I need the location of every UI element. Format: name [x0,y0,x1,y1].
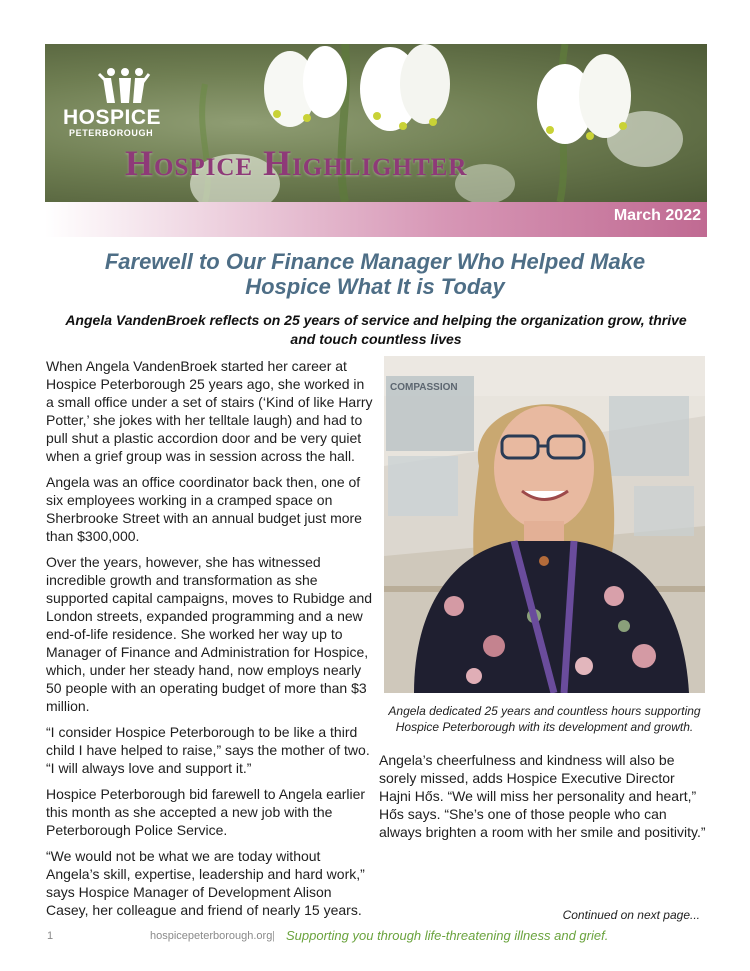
issue-date: March 2022 [613,207,701,224]
website-link[interactable]: hospicepeterborough.org [150,930,273,942]
article-paragraph: “We would not be what we are today without Angela’s skill, expertise, leadership and hard work,” says Hospice Manager of Development Alison Casey, her colleague and friend of nearly 15 years. [46,848,365,918]
angela-portrait-photo [384,356,705,693]
article-subhead [50,311,702,349]
article-paragraph: Over the years, however, she has witnessed incredible growth and transformation as she supported capital campaigns, moves to Rubidge and London streets, expanded programming and a new end-of-life residence. She worked her way up to Manager of Finance and Administration for Hospice, which, under her steady hand, now employs nearly 50 people with an operating budget of more than $3 million. [46,554,373,714]
date-band [45,202,707,237]
article-paragraph: Hospice Peterborough bid farewell to Angela earlier this month as she accepted a new job with the Peterborough Police Service. [46,786,366,838]
portrait-image [384,356,705,693]
footer-separator: | [272,930,275,942]
continued-note: Continued on next page... [562,908,700,922]
footer-tagline: Supporting you through life-threatening illness and grief. [286,928,609,943]
caption-line: Hospice Peterborough with its development and growth. [395,720,694,734]
newsletter-title: Hospice Highlighter [125,143,468,183]
headline-line: Farewell to Our Finance Manager Who Helped Make [104,249,646,274]
masthead-banner [45,44,707,202]
article-paragraph: Angela was an office coordinator back then, one of six employees working in a cramped space on Sherbrooke Street with an annual budget just more than $300,000. [46,474,362,544]
caption-line: Angela dedicated 25 years and countless hours supporting [388,704,701,718]
article-paragraph: “I consider Hospice Peterborough to be like a third child I have helped to raise,” says the mother of two. “I will always love and support it.” [46,724,370,776]
photo-caption [384,703,705,735]
headline-line: Hospice What It is Today [245,274,505,299]
article-left-column [46,357,374,927]
page-number: 1 [47,930,54,942]
subhead-line: and touch countless lives [290,331,462,347]
article-paragraph: When Angela VandenBroek started her career at Hospice Peterborough 25 years ago, she worked in a small office under a set of stairs (‘Kind of like Harry Potter,’ she jokes with her telltale laugh) and had to pull shut a plastic accordion door and be very quiet when a grief group was in session across the hall. [46,358,373,464]
subhead-line: Angela VandenBroek reflects on 25 years of service and helping the organization grow, thrive [65,312,687,328]
article-headline [70,249,680,299]
article-right-column [379,751,707,841]
wall-sign-text: COMPASSION [390,382,458,393]
logo-subtitle: PETERBOROUGH [69,128,154,138]
article-paragraph: Angela’s cheerfulness and kindness will also be sorely missed, adds Hospice Executive Director Hajni Hős. “We will miss her personality and heart,” Hős says. “She’s one of those people who can always brighten a room with her smile and positivity.” [379,752,706,840]
page-footer [0,928,750,948]
logo-wordmark: HOSPICE [63,106,162,129]
